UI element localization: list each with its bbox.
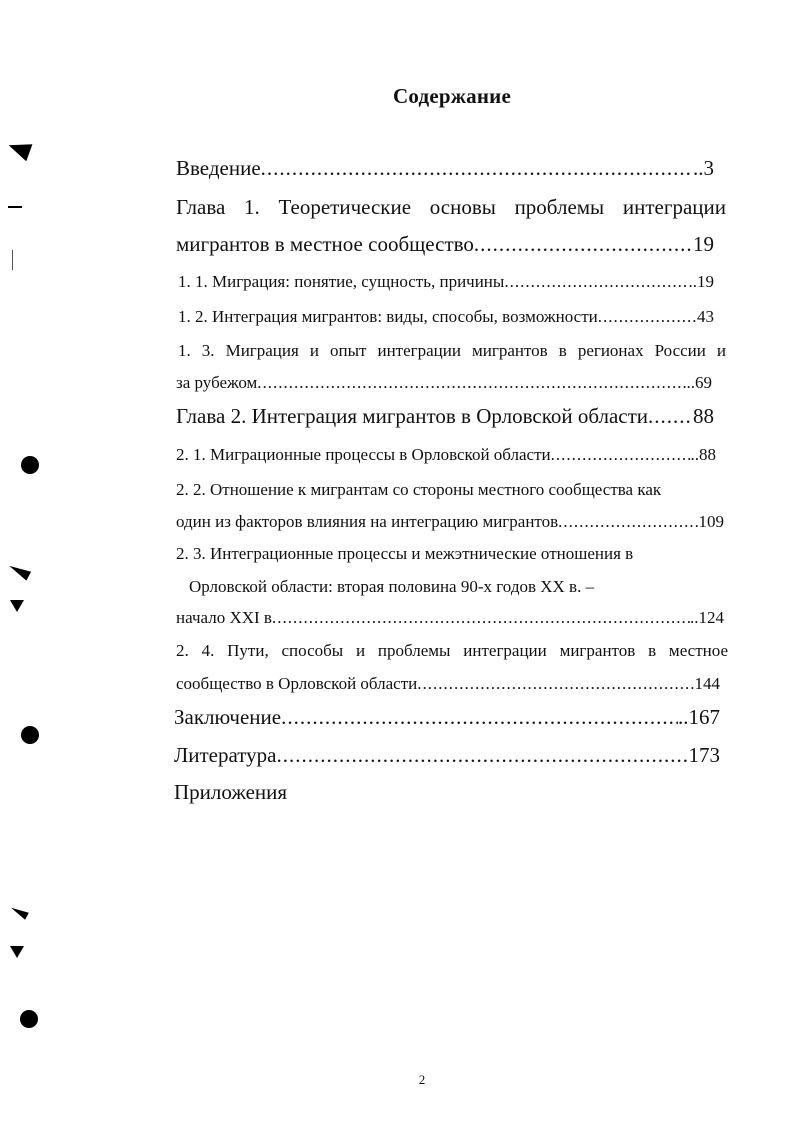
binder-arrow-mark bbox=[9, 904, 29, 920]
toc-chapter-2[interactable] bbox=[176, 404, 714, 429]
toc-entry-page: 144 bbox=[694, 674, 720, 693]
toc-section-2-3-line-2[interactable] bbox=[189, 577, 594, 597]
toc-entry-label: один из факторов влияния на интеграцию мигрантов bbox=[176, 512, 559, 531]
toc-section-1-3-line-2[interactable] bbox=[176, 373, 712, 393]
toc-entry-label: 2. 2. Отношение к мигрантам со стороны местного сообщества как bbox=[176, 480, 662, 499]
toc-section-2-4-line-2[interactable] bbox=[176, 674, 720, 694]
toc-entry-label: 2. 3. Интеграционные процессы и межэтнические отношения в bbox=[176, 544, 634, 563]
toc-leader-dots bbox=[551, 445, 691, 465]
toc-entry-page: ..69 bbox=[686, 373, 712, 392]
toc-section-2-2-line-1[interactable] bbox=[176, 480, 661, 500]
toc-entry-label: Заключение bbox=[174, 705, 282, 729]
toc-entry-label: за рубежом bbox=[176, 373, 258, 392]
toc-entry-label: 1. 3. Миграция и опыт интеграции мигрантов в регионах России и bbox=[178, 341, 726, 360]
toc-leader-dots bbox=[598, 307, 697, 327]
toc-entry-label: Приложения bbox=[174, 780, 288, 804]
toc-entry-label: Литература bbox=[174, 743, 277, 767]
toc-entry-intro[interactable] bbox=[176, 156, 714, 181]
toc-leader-dots bbox=[558, 512, 698, 532]
toc-section-1-2[interactable] bbox=[178, 307, 714, 327]
toc-entry-page: 43 bbox=[697, 307, 714, 326]
toc-entry-conclusion[interactable] bbox=[174, 705, 720, 730]
toc-leader-dots bbox=[504, 272, 688, 292]
toc-leader-dots bbox=[272, 608, 690, 628]
toc-leader-dots bbox=[261, 156, 693, 181]
binder-arrow-mark bbox=[7, 561, 31, 580]
toc-section-2-1[interactable] bbox=[176, 445, 716, 465]
toc-entry-label: 2. 1. Миграционные процессы в Орловской области bbox=[176, 445, 551, 464]
toc-leader-dots bbox=[276, 743, 688, 768]
toc-section-2-2-line-2[interactable] bbox=[176, 512, 724, 532]
toc-entry-page: ..88 bbox=[690, 445, 716, 464]
binder-triangle-mark bbox=[10, 600, 24, 612]
toc-entry-page: 88 bbox=[693, 404, 714, 428]
toc-entry-label: 1. 2. Интеграция мигрантов: виды, способы, возможности bbox=[178, 307, 598, 326]
toc-entry-label: Глава 2. Интеграция мигрантов в Орловской области bbox=[176, 404, 649, 428]
toc-entry-label: Орловской области: вторая половина 90-х годов XX в. – bbox=[189, 577, 595, 596]
toc-entry-label: Глава 1. Теоретические основы проблемы интеграции bbox=[176, 195, 726, 219]
toc-section-1-1[interactable] bbox=[178, 272, 714, 292]
toc-entry-page: 173 bbox=[688, 743, 720, 767]
binder-hole-dot bbox=[21, 456, 39, 474]
binder-hole-dot bbox=[21, 726, 39, 744]
toc-entry-label: мигрантов в местное сообщество bbox=[176, 232, 474, 256]
toc-chapter-1-line-1[interactable] bbox=[176, 195, 726, 220]
toc-leader-dots bbox=[417, 674, 694, 694]
toc-entry-page: ..19 bbox=[688, 272, 714, 291]
toc-entry-appendix[interactable] bbox=[174, 780, 287, 805]
toc-section-2-3-line-3[interactable] bbox=[176, 608, 724, 628]
toc-entry-literature[interactable] bbox=[174, 743, 720, 768]
toc-section-2-4-line-1[interactable] bbox=[176, 641, 728, 661]
binder-triangle-mark bbox=[10, 946, 24, 958]
toc-entry-page: 19 bbox=[693, 232, 714, 256]
toc-entry-page: 109 bbox=[698, 512, 724, 531]
page-number: 2 bbox=[418, 1072, 426, 1087]
toc-entry-page: ..124 bbox=[690, 608, 724, 627]
binder-arrow-mark bbox=[6, 137, 33, 161]
binder-tick-mark bbox=[12, 250, 13, 270]
toc-leader-dots bbox=[281, 705, 678, 730]
toc-entry-page: ..3 bbox=[693, 156, 714, 180]
toc-entry-label: сообщество в Орловской области bbox=[176, 674, 418, 693]
toc-entry-label: Введение bbox=[176, 156, 261, 180]
toc-leader-dots bbox=[648, 404, 693, 429]
toc-chapter-1-line-2[interactable] bbox=[176, 232, 714, 257]
binder-tick-mark bbox=[8, 206, 22, 208]
toc-entry-page: ..167 bbox=[678, 705, 720, 729]
toc-entry-label: начало XXI в bbox=[176, 608, 272, 627]
toc-entry-label: 1. 1. Миграция: понятие, сущность, причины bbox=[178, 272, 505, 291]
toc-entry-label: 2. 4. Пути, способы и проблемы интеграции мигрантов в местное bbox=[176, 641, 728, 660]
page-title: Содержание bbox=[393, 84, 511, 108]
toc-leader-dots bbox=[257, 373, 686, 393]
toc-section-2-3-line-1[interactable] bbox=[176, 544, 633, 564]
toc-leader-dots bbox=[474, 232, 693, 257]
toc-section-1-3-line-1[interactable] bbox=[178, 341, 726, 361]
binder-hole-dot bbox=[20, 1010, 38, 1028]
